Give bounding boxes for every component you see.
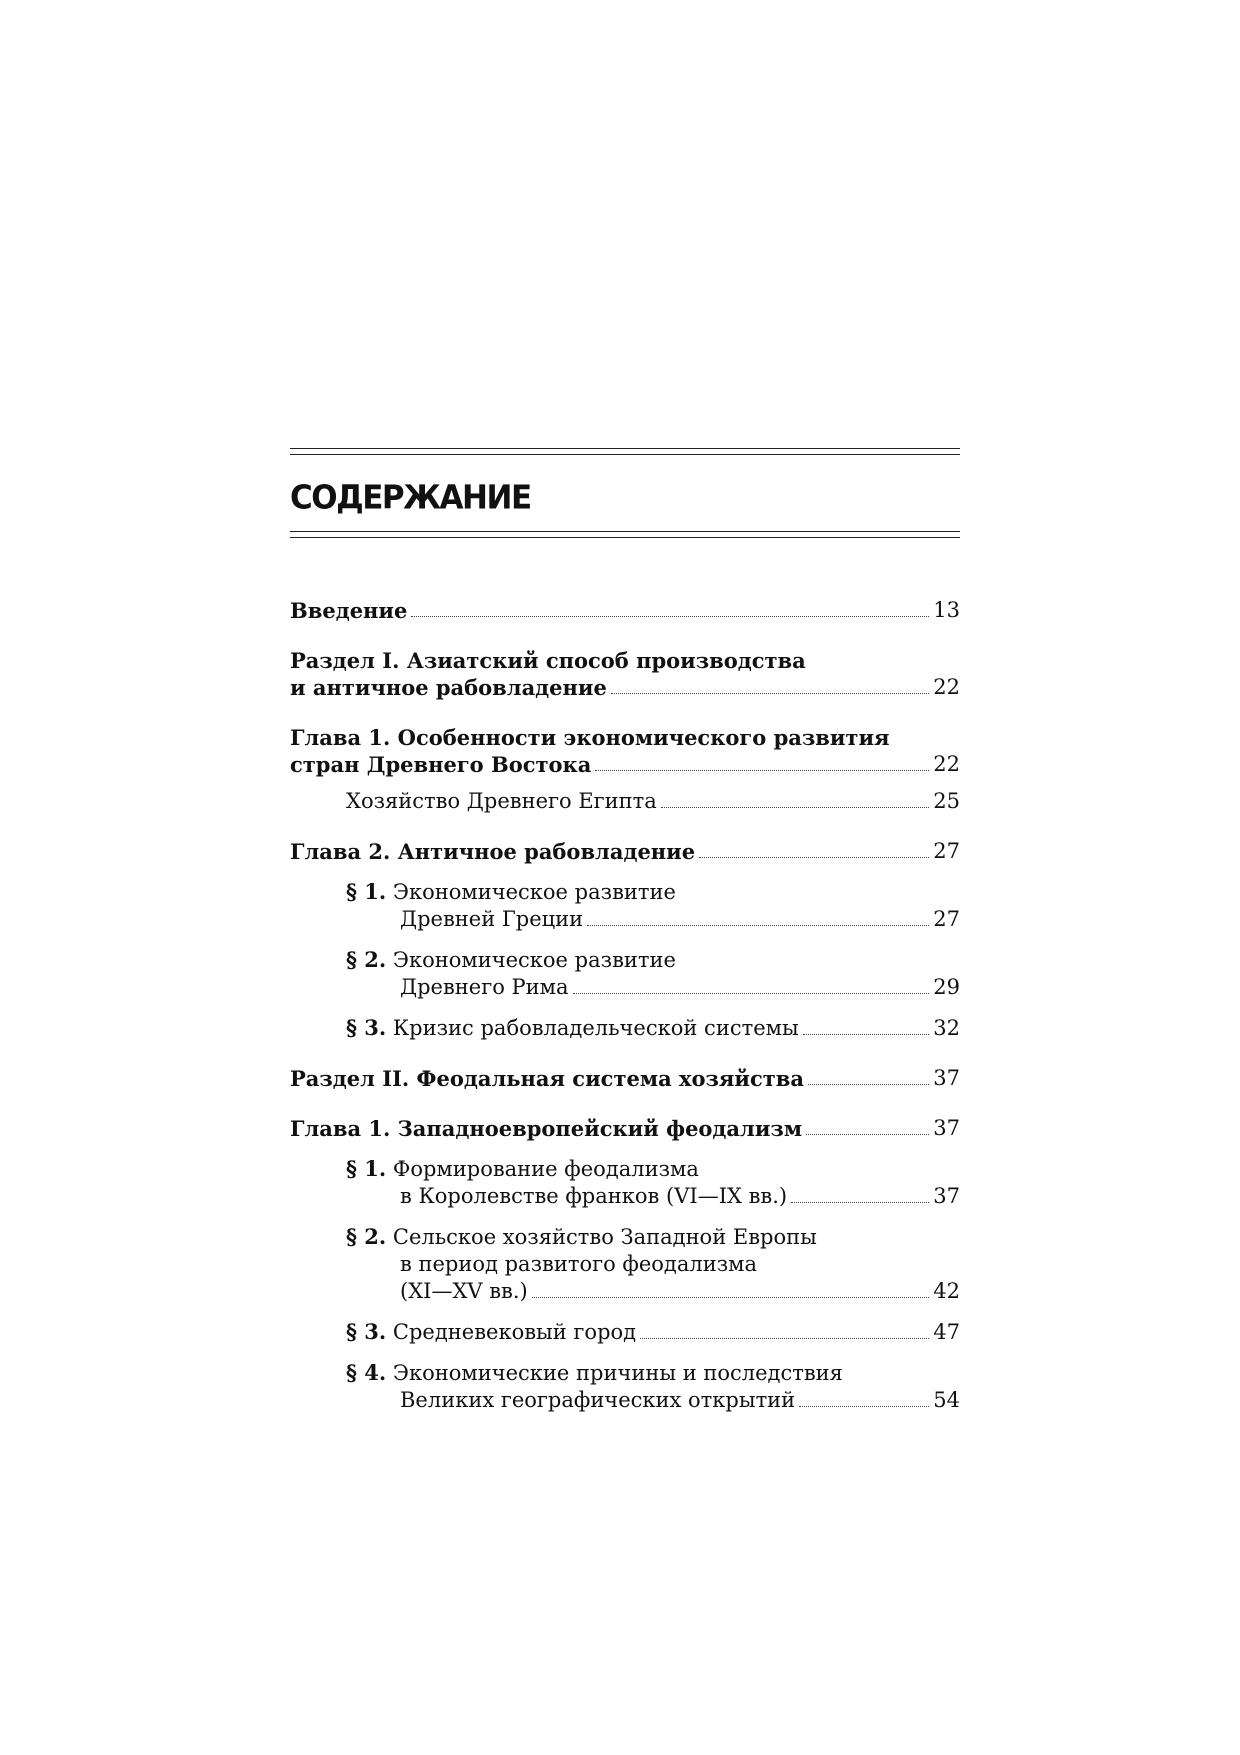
toc-entry-label: Кризис рабовладельческой системы xyxy=(392,1016,799,1040)
toc-entry-section-discoveries[interactable] xyxy=(290,1359,960,1414)
toc-entry-label: Глава 2. Античное рабовладение xyxy=(290,839,696,864)
toc-entry-label: Экономические причины и последствия xyxy=(392,1361,843,1385)
dot-leader xyxy=(640,1337,929,1339)
dot-leader xyxy=(806,1133,929,1135)
toc-entry-label: Экономическое развитие xyxy=(392,880,676,904)
top-double-rule xyxy=(290,448,960,455)
toc-entry-chapter-2-1[interactable] xyxy=(290,1115,960,1142)
toc-entry-label: в период развитого феодализма xyxy=(400,1252,758,1276)
bottom-double-rule xyxy=(290,531,960,538)
toc-entry-label: Раздел I. Азиатский способ производства xyxy=(290,648,806,673)
toc-entry-label: Формирование феодализма xyxy=(392,1157,699,1181)
dot-leader xyxy=(808,1083,929,1085)
toc-entry-label: (XI—XV вв.) xyxy=(400,1279,528,1303)
toc-entry-part-1[interactable] xyxy=(290,647,960,701)
toc-entry-label: Древнего Рима xyxy=(400,975,569,999)
dot-leader xyxy=(573,992,930,994)
toc-entry-label: стран Древнего Востока xyxy=(290,752,592,777)
toc-entry-label: Средневековый город xyxy=(392,1320,637,1344)
dot-leader xyxy=(611,692,929,694)
toc-entry-label: в Королевстве франков (VI—IX вв.) xyxy=(400,1184,788,1208)
page-number: 22 xyxy=(933,752,960,776)
dot-leader xyxy=(803,1033,930,1035)
toc-entry-chapter-1-1[interactable] xyxy=(290,724,960,778)
page-number: 32 xyxy=(933,1016,960,1040)
toc-entry-section-crisis[interactable] xyxy=(290,1014,960,1042)
page-number: 27 xyxy=(933,839,960,863)
toc-entry-label: Раздел II. Феодальная система хозяйства xyxy=(290,1066,804,1091)
toc-entry-part-2[interactable] xyxy=(290,1065,960,1092)
dot-leader xyxy=(587,924,929,926)
toc-entry-chapter-1-2[interactable] xyxy=(290,838,960,865)
toc-entry-label: Глава 1. Особенности экономического развития xyxy=(290,725,890,750)
table-of-contents xyxy=(290,597,960,1414)
section-number: § 4. xyxy=(346,1360,387,1385)
page-number: 54 xyxy=(933,1388,960,1412)
dot-leader xyxy=(699,856,929,858)
section-number: § 1. xyxy=(346,1156,387,1181)
contents-page xyxy=(290,448,960,1414)
toc-entry-section-greece[interactable] xyxy=(290,878,960,933)
page-number: 22 xyxy=(933,675,960,699)
page-number: 27 xyxy=(933,907,960,931)
toc-entry-label: Древней Греции xyxy=(400,907,584,931)
toc-entry-label: Сельское хозяйство Западной Европы xyxy=(392,1225,817,1249)
dot-leader xyxy=(595,769,929,771)
section-number: § 3. xyxy=(346,1319,387,1344)
page-title: СОДЕРЖАНИЕ xyxy=(290,479,531,517)
page-number: 37 xyxy=(933,1116,960,1140)
page-number: 47 xyxy=(933,1320,960,1344)
toc-entry-section-rome[interactable] xyxy=(290,946,960,1001)
page-number: 13 xyxy=(933,598,960,622)
toc-entry-label: Экономическое развитие xyxy=(392,948,676,972)
section-number: § 1. xyxy=(346,879,387,904)
toc-entry-label: и античное рабовладение xyxy=(290,675,607,700)
dot-leader xyxy=(799,1405,929,1407)
toc-entry-section-city[interactable] xyxy=(290,1318,960,1346)
toc-entry-label: Великих географических открытий xyxy=(400,1388,796,1412)
section-number: § 2. xyxy=(346,947,387,972)
dot-leader xyxy=(661,806,929,808)
section-number: § 2. xyxy=(346,1224,387,1249)
page-number: 42 xyxy=(933,1279,960,1303)
toc-entry-label: Глава 1. Западноевропейский феодализм xyxy=(290,1116,803,1141)
dot-leader xyxy=(411,615,929,617)
section-number: § 3. xyxy=(346,1015,387,1040)
toc-entry-section-agriculture[interactable] xyxy=(290,1223,960,1305)
toc-entry-egypt[interactable] xyxy=(290,788,960,815)
toc-entry-intro[interactable] xyxy=(290,597,960,624)
dot-leader xyxy=(791,1201,929,1203)
page-number: 37 xyxy=(933,1184,960,1208)
toc-entry-label: Хозяйство Древнего Египта xyxy=(346,789,657,813)
toc-entry-label: Введение xyxy=(290,598,408,623)
page-number: 25 xyxy=(933,789,960,813)
dot-leader xyxy=(532,1296,930,1298)
page-number: 37 xyxy=(933,1066,960,1090)
page-number: 29 xyxy=(933,975,960,999)
toc-entry-section-feudalism[interactable] xyxy=(290,1155,960,1210)
